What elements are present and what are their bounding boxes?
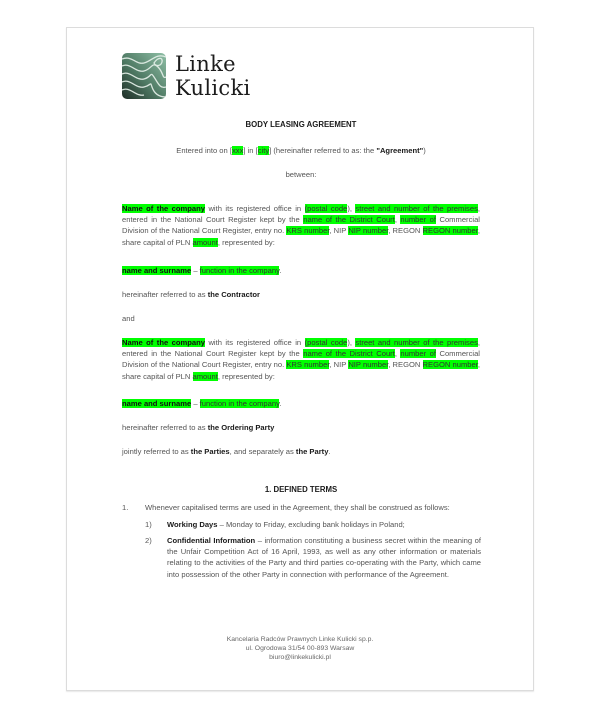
contractor-term: the Contractor	[207, 290, 261, 299]
party1-rep-name: name and surname	[122, 266, 192, 275]
footer	[66, 635, 534, 662]
party1-representative: name and surname – function in the company.	[122, 266, 282, 275]
logo-wave-icon	[122, 53, 166, 99]
agreement-term: "Agreement"	[376, 146, 424, 155]
working-days-term: Working Days	[167, 520, 218, 529]
section-heading-defined-terms: 1. DEFINED TERMS	[264, 485, 338, 494]
party2-street: street and number of the premises	[355, 338, 478, 347]
confidential-information-term: Confidential Information	[167, 536, 256, 545]
city-placeholder: city	[257, 146, 270, 155]
party2-nip: NIP number	[348, 360, 389, 370]
subitem-working-days: Working Days – Monday to Friday, excluding bank holidays in Poland;	[167, 520, 405, 529]
party1-referred-as: hereinafter referred to as the Contractor	[122, 290, 261, 299]
party1-amount: amount	[192, 237, 218, 247]
party2-company-name: Name of the company	[122, 338, 205, 347]
document-title: BODY LEASING AGREEMENT	[245, 120, 357, 129]
party2-referred-as: hereinafter referred to as the Ordering Party	[122, 423, 275, 432]
subitem-confidential-information: Confidential Information – information constituting a business secret within the meaning of the Unfair Competition Act of 16 April, 1993, as well as any other information or materials relating to the activities of the Party and third parties co-operating with the Party, which came into possession of the other Party in connection with performance of the Agreement.	[167, 536, 481, 579]
party2-amount: amount	[192, 371, 218, 381]
footer-email: biuro@linkekulicki.pl	[269, 654, 331, 661]
party1-company-name: Name of the company	[122, 204, 205, 213]
subitem-number: 1)	[145, 520, 152, 529]
footer-address: ul. Ogrodowa 31/54 00-893 Warsaw	[245, 645, 355, 652]
party2-postal-code: (postal code	[304, 338, 348, 347]
party2-division-number: number of	[400, 349, 436, 359]
footer-firm-name: Kancelaria Radców Prawnych Linke Kulicki sp.p.	[226, 636, 374, 643]
date-placeholder: xxx	[231, 146, 244, 155]
party2-district-court: name of the District Court	[303, 349, 395, 359]
party2-regon: REGON number	[422, 360, 478, 370]
between-label: between:	[285, 170, 317, 179]
party1-division-number: number of	[400, 215, 436, 225]
jointly-referred-line: jointly referred to as the Parties, and separately as the Party.	[122, 447, 331, 456]
party2-krs: KRS number	[286, 360, 330, 370]
company-logo	[122, 53, 251, 99]
logo-wordmark	[175, 52, 251, 100]
party2-rep-name: name and surname	[122, 399, 192, 408]
party-term: the Party	[295, 447, 329, 456]
item-number: 1.	[122, 503, 129, 512]
party1-krs: KRS number	[286, 226, 330, 236]
ordering-party-term: the Ordering Party	[207, 423, 275, 432]
party1-regon: REGON number	[422, 226, 478, 236]
parties-term: the Parties	[190, 447, 230, 456]
party1-rep-function: function in the company	[199, 266, 280, 275]
party2-details: Name of the company with its registered office in (postal code), street and number of the premises, entered in the National Court Register kept by the name of the District Court, number of Commercial Division of the National Court Register, entry no. KRS number, NIP NIP number, REGON REGON number, share capital of PLN amount, represented by:	[122, 338, 480, 381]
subitem-number: 2)	[145, 536, 152, 545]
logo-line2: Kulicki	[175, 76, 251, 100]
party1-nip: NIP number	[348, 226, 389, 236]
party1-details: Name of the company with its registered office in (postal code), street and number of the premises, entered in the National Court Register kept by the name of the District Court, number of Commercial Division of the National Court Register, entry no. KRS number, NIP NIP number, REGON REGON number, share capital of PLN amount, represented by:	[122, 204, 480, 247]
party2-representative: name and surname – function in the company.	[122, 399, 282, 408]
party1-street: street and number of the premises	[355, 204, 478, 213]
party1-postal-code: (postal code	[304, 204, 348, 213]
logo-line1: Linke	[175, 52, 236, 76]
item-text: Whenever capitalised terms are used in the Agreement, they shall be construed as follows:	[145, 503, 450, 512]
party1-district-court: name of the District Court	[303, 215, 395, 225]
party2-rep-function: function in the company	[199, 399, 280, 408]
and-label: and	[122, 314, 135, 323]
entered-into-line: Entered into on [xxx] in [city] (hereinafter referred to as: the "Agreement")	[176, 146, 426, 155]
